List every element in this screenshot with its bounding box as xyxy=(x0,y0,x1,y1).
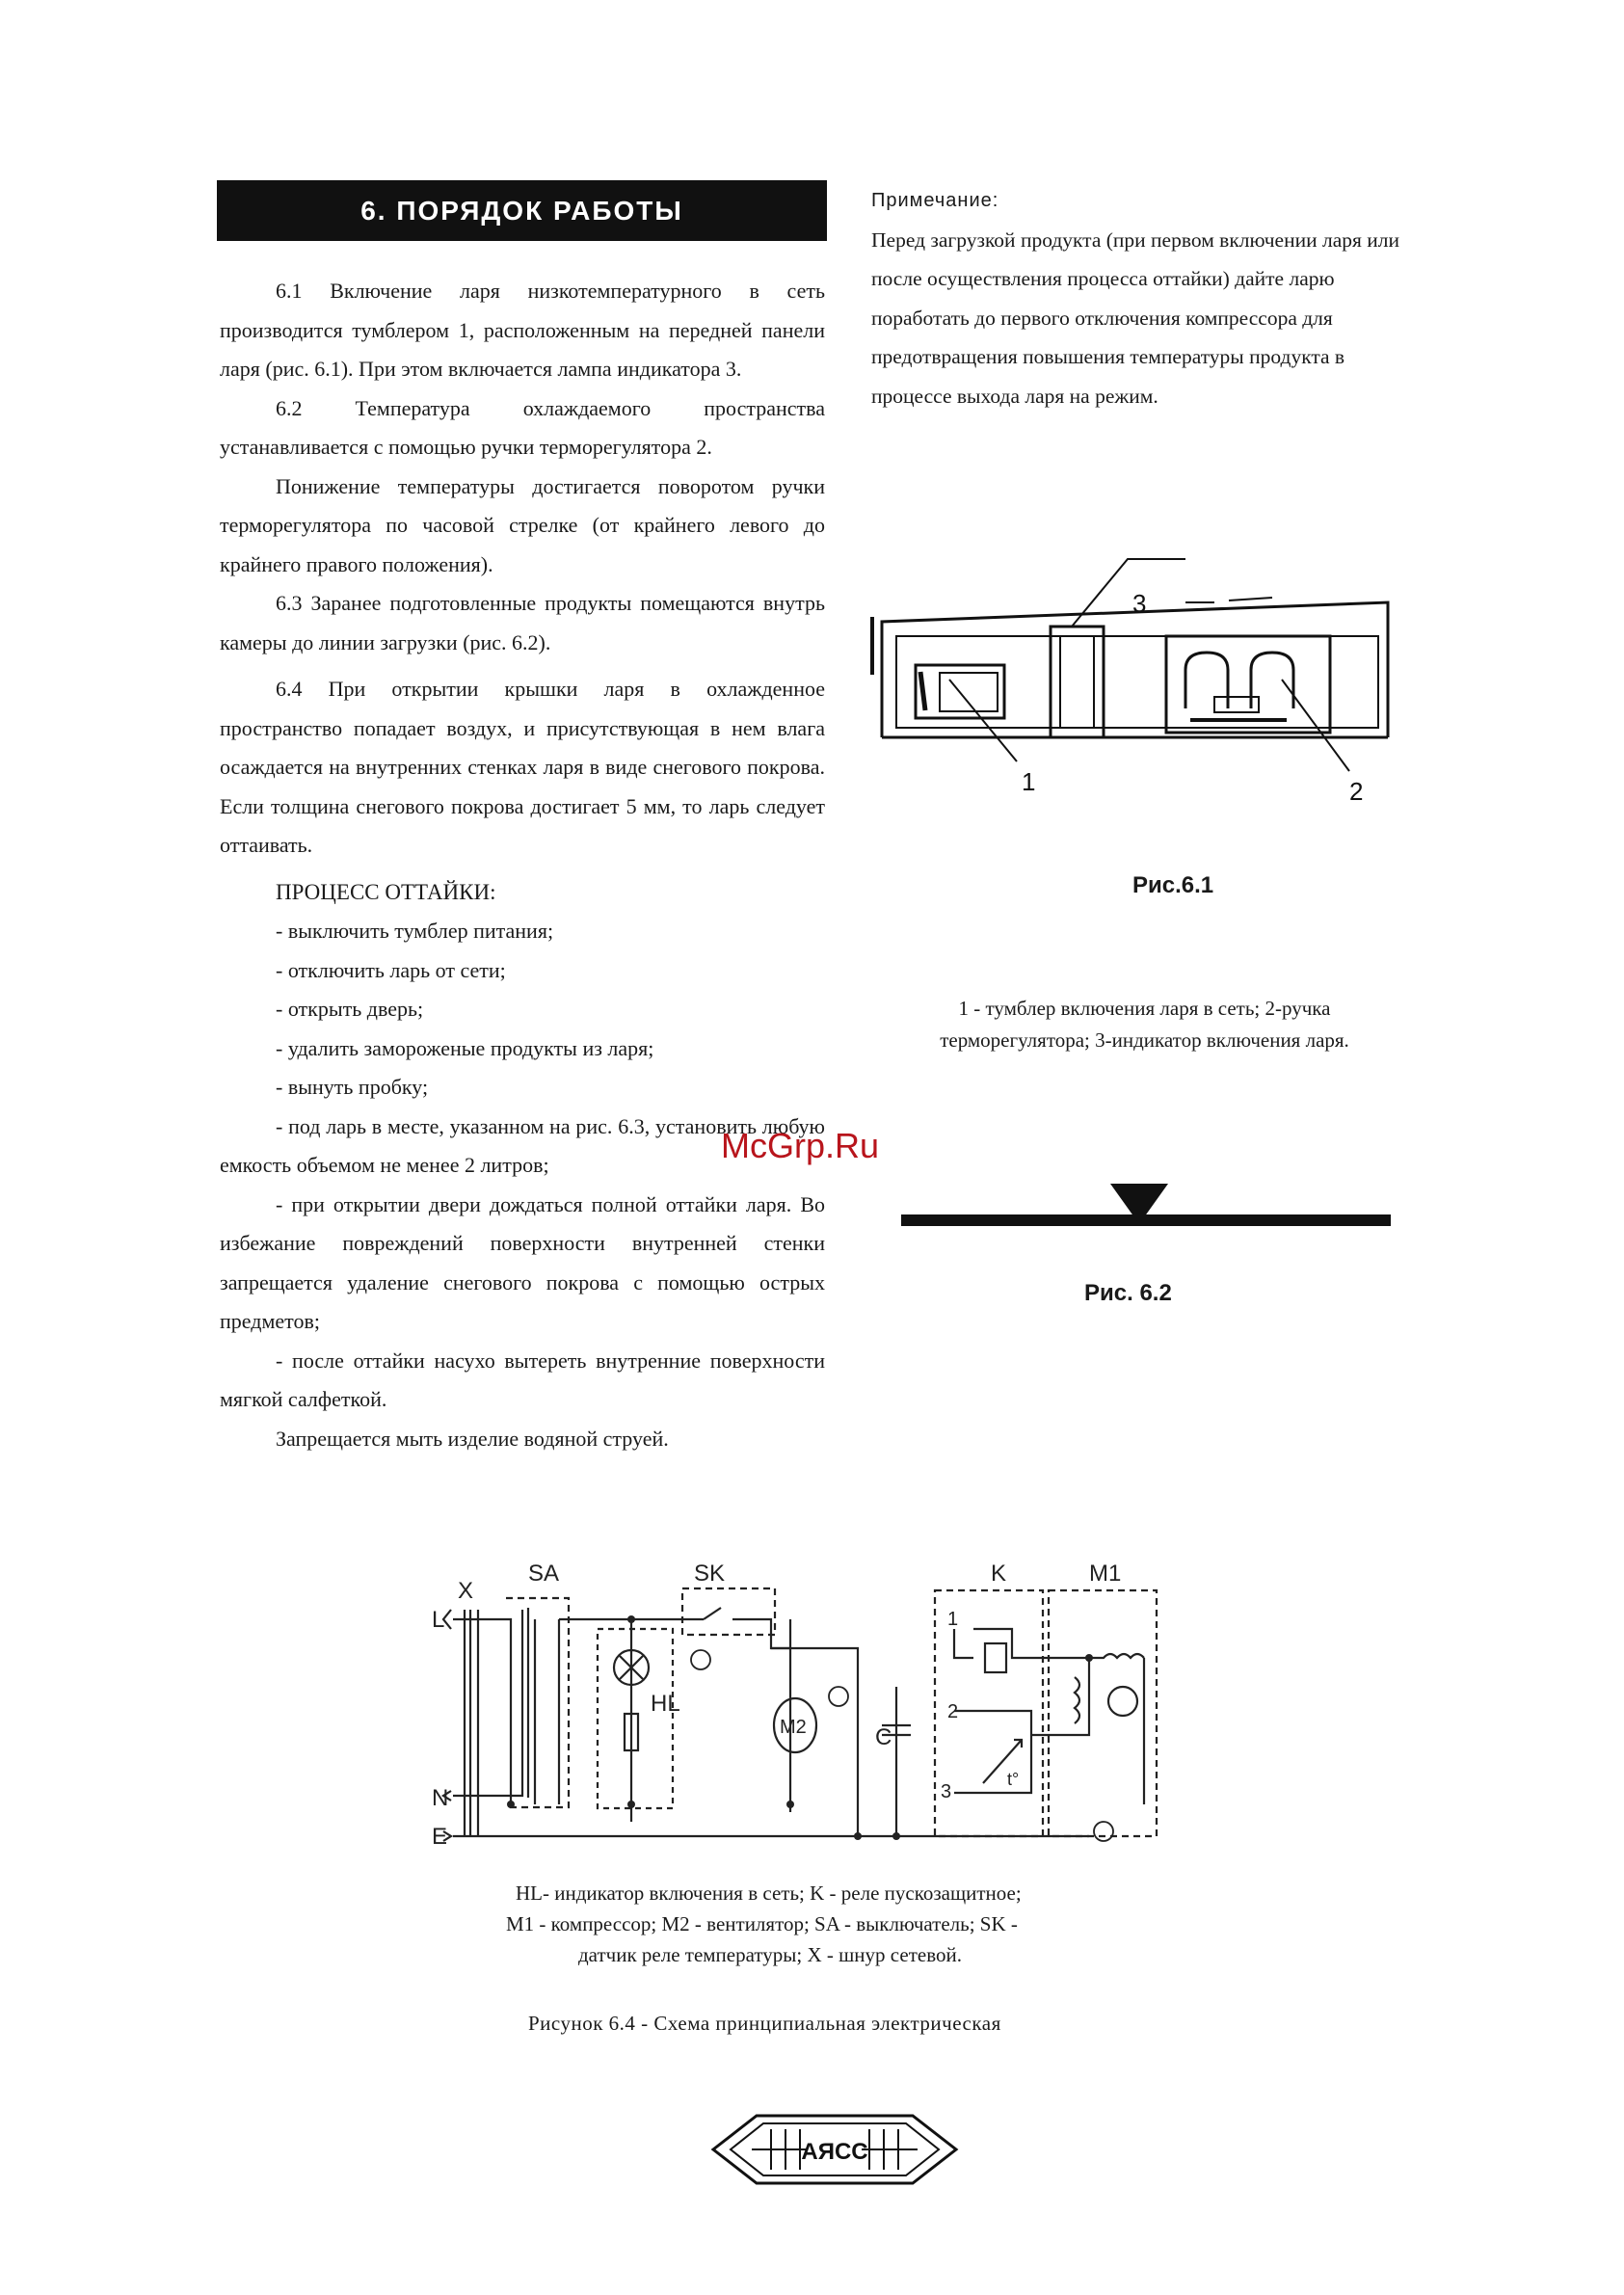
fig61-label-2: 2 xyxy=(1349,777,1364,806)
fig61-legend-line: терморегулятора; 3-индикатор включения ларя. xyxy=(940,1028,1349,1052)
note-text: Перед загрузкой продукта (при первом включении ларя или после осуществления процесса оттайки) дайте ларю поработать до первого отключения компрессора для предотвращения повышения температуры продукта в процессе выхода ларя на режим. xyxy=(871,227,1400,408)
paragraph-6-1: 6.1 Включение ларя низкотемпературного в сеть производится тумблером 1, расположенным на передней панели ларя (рис. 6.1). При этом включается лампа индикатора 3. xyxy=(220,279,825,381)
defrost-step: - вынуть пробку; xyxy=(276,1075,429,1099)
schematic-caption: Рисунок 6.4 - Схема принципиальная электрическая xyxy=(528,2012,1001,2035)
schematic-label-e: E xyxy=(432,1824,448,1850)
figure-6-1-panel xyxy=(867,545,1407,834)
defrost-step: - под ларь в месте, указанном на рис. 6.3, установить любую емкость объемом не менее 2 литров; xyxy=(220,1113,825,1177)
panel-frame xyxy=(896,636,1378,728)
fig61-caption: Рис.6.1 xyxy=(1132,872,1214,898)
schematic-label-n: N xyxy=(432,1785,449,1811)
paragraph-lowering: Понижение температуры достигается поворотом ручки терморегулятора по часовой стрелке (от крайнего левого до крайнего правого положения). xyxy=(220,473,825,576)
schematic-legend xyxy=(506,1878,1219,1970)
schematic-label-t: t° xyxy=(1007,1770,1020,1789)
fig61-legend-line: 1 - тумблер включения ларя в сеть; 2-ручка xyxy=(958,997,1331,1020)
watermark: McGrp.Ru xyxy=(721,1126,880,1165)
schematic-pin-3: 3 xyxy=(941,1781,952,1802)
defrost-step: - удалить замороженые продукты из ларя; xyxy=(276,1035,654,1060)
fig61-label-1: 1 xyxy=(1022,767,1036,796)
schematic-legend-line: HL- индикатор включения в сеть; K - реле пускозащитное; xyxy=(516,1881,1022,1905)
schematic-label-sa: SA xyxy=(528,1561,560,1587)
paragraph-6-4: 6.4 При открытии крышки ларя в охлажденное пространство попадает воздух, и присутствующая в нем влага осаждается на внутренних стенках ларя в виде снегового покрова. Если толщина снегового покрова достигает 5 мм, то ларь следует оттаивать. xyxy=(220,677,825,857)
schematic-pin-2: 2 xyxy=(947,1701,959,1722)
logo-text: АЯСС xyxy=(801,2139,868,2165)
defrost-step: - при открытии двери дождаться полной оттайки ларя. Во избежание повреждений поверхности внутренней стенки запрещается удаление снегового покрова с помощью острых предметов; xyxy=(220,1191,825,1333)
schematic-legend-line: M1 - компрессор; M2 - вентилятор; SA - выключатель; SK - xyxy=(506,1912,1018,1935)
ground-symbol-icon xyxy=(691,1650,1113,1841)
brand-logo xyxy=(704,2106,966,2193)
defrost-step: - после оттайки насухо вытереть внутренние поверхности мягкой салфеткой. xyxy=(220,1348,825,1411)
body-text xyxy=(220,272,825,1458)
schematic-pin-1: 1 xyxy=(947,1609,959,1630)
schematic-label-hl: HL xyxy=(651,1691,680,1717)
fig61-legend xyxy=(867,993,1422,1056)
schematic-label-c: C xyxy=(875,1724,892,1750)
schematic-label-k: K xyxy=(991,1561,1007,1587)
paragraph-6-3: 6.3 Заранее подготовленные продукты помещаются внутрь камеры до линии загрузки (рис. 6.2). xyxy=(220,591,825,654)
figure-6-2-load-line xyxy=(896,1166,1398,1234)
section-title: 6. ПОРЯДОК РАБОТЫ xyxy=(217,180,827,241)
schematic-label-l: L xyxy=(432,1607,445,1633)
note-block xyxy=(871,181,1421,415)
schematic-legend-line: датчик реле температуры; X - шнур сетевой. xyxy=(578,1943,962,1966)
schematic-label-m1: M1 xyxy=(1089,1561,1122,1587)
defrost-step: - открыть дверь; xyxy=(276,997,424,1021)
schematic-label-x: X xyxy=(458,1578,474,1604)
schematic-label-m2: M2 xyxy=(780,1717,807,1738)
defrost-step: - выключить тумблер питания; xyxy=(276,919,554,943)
defrost-step: - отключить ларь от сети; xyxy=(276,957,506,982)
defrost-heading: ПРОЦЕСС ОТТАЙКИ: xyxy=(276,879,496,904)
schematic-label-sk: SK xyxy=(694,1561,726,1587)
figure-6-4-schematic xyxy=(414,1552,1234,1865)
fig61-label-3: 3 xyxy=(1132,589,1147,618)
indicator-lamp-icon xyxy=(1051,627,1104,737)
fig62-caption: Рис. 6.2 xyxy=(1084,1280,1172,1306)
note-label: Примечание: xyxy=(871,190,999,211)
paragraph-6-2: 6.2 Температура охлаждаемого пространства устанавливается с помощью ручки терморегулятора 2. xyxy=(220,395,825,459)
warning-text: Запрещается мыть изделие водяной струей. xyxy=(276,1426,669,1451)
